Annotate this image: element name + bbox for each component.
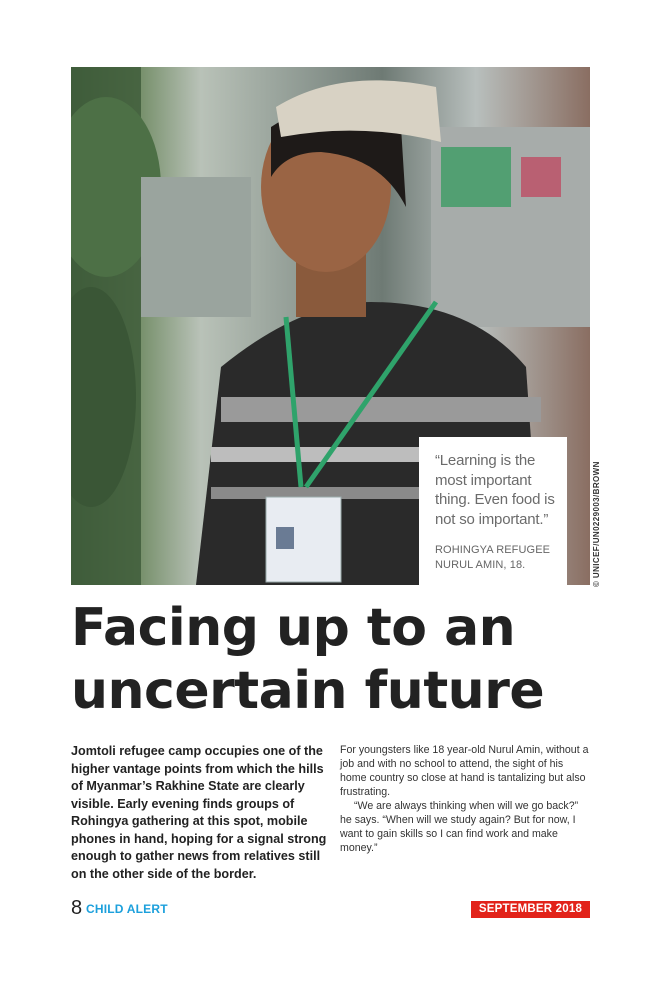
pull-quote-text: “Learning is the most important thing. Even food is not so important.” — [435, 452, 555, 528]
headline-line: uncertain future — [71, 661, 545, 721]
pull-quote — [419, 437, 567, 585]
body-column — [340, 743, 592, 855]
attribution-line: NURUL AMIN, 18. — [435, 559, 526, 571]
headline-line: Facing up to an — [71, 598, 516, 658]
body-paragraph: For youngsters like 18 year-old Nurul Amin, without a job and with no school to attend, the sight of his home country so close at hand is tantalizing but also frustrating. — [340, 744, 589, 798]
lead-paragraph: Jomtoli refugee camp occupies one of the higher vantage points from which the hills of Myanmar’s Rakhine State are clearly visible. Early evening finds groups of Rohingya gathering at this spot, mobile phones in hand, hoping for a signal strong enough to gather news from relatives still on the other side of the border. — [71, 744, 327, 881]
attribution-line: ROHINGYA REFUGEE — [435, 544, 551, 556]
publication-brand: CHILD ALERT — [86, 902, 168, 916]
article-headline — [71, 597, 611, 723]
body-paragraph: “We are always thinking when will we go back?” he says. “When will we study again? But for now, I want to gain skills so I can find work and make money.” — [340, 800, 579, 854]
pull-quote-attribution — [435, 543, 557, 573]
issue-date-badge: SEPTEMBER 2018 — [471, 901, 590, 918]
page-number: 8 — [71, 897, 83, 919]
photo-credit: © UNICEF/UN0229003/BROWN — [592, 461, 601, 587]
